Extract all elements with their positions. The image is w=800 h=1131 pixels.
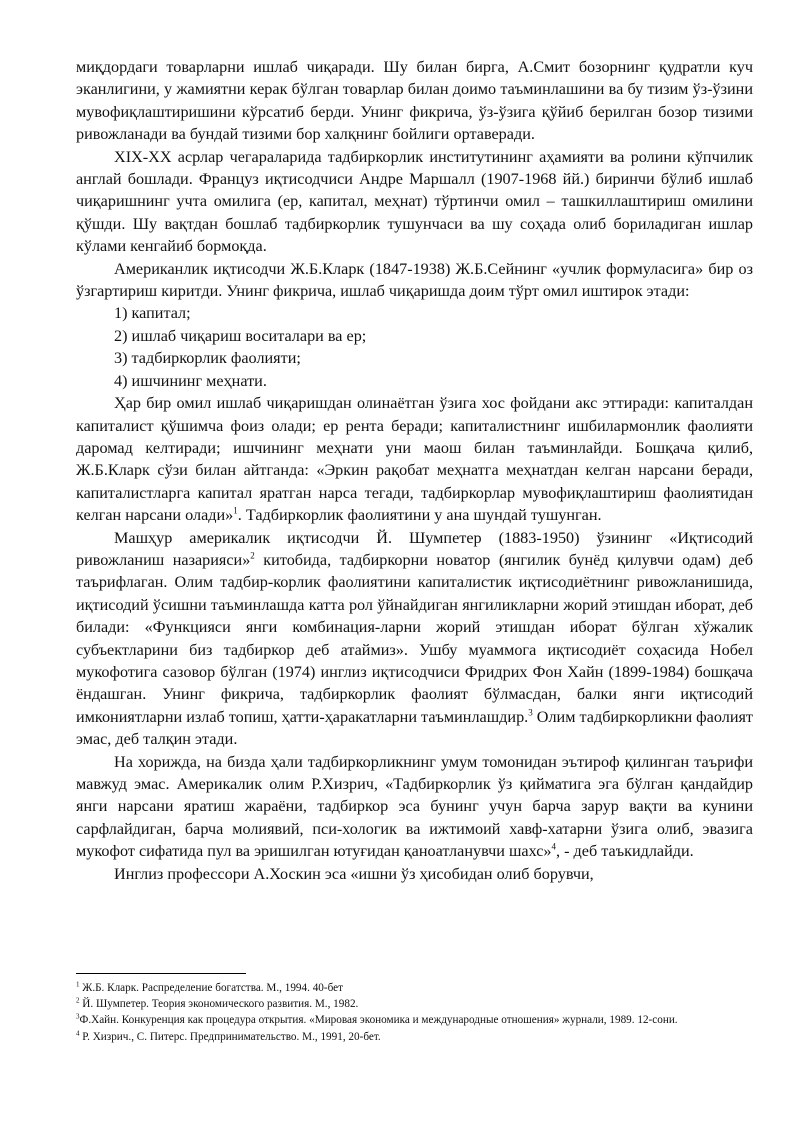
paragraph-5-part-a: Машҳур америкалик иқтисодчи Й. Шумпетер (1883-1950) ўзининг «Иқтисодий ривожланиш назарияси» bbox=[76, 528, 753, 569]
paragraph-6-part-a: На хорижда, на бизда ҳали тадбиркорликнинг умум томонидан эътироф қилинган таърифи мавжуд эмас. Америкалик олим Р.Хизрич, «Тадбиркорлик ўз қийматига эга бўлган қандайдир янги нарсани яратиш жараёни, тадбиркор эса бунинг учун барча зарур вақти ва кунини сарфлайдиган, барча молиявий, пси-хологик ва ижтимоий хавф-хатарни ўзига олиб, эвазига мукофот сифатида пул ва эришилган ютуғидан қаноатланувчи шахс» bbox=[76, 752, 753, 861]
paragraph-4-text: Ҳар бир омил ишлаб чиқаришдан олинаётган ўзига хос фойдани акс эттиради: капиталдан капиталист қўшимча фоиз олади; ер рента беради; капиталистнинг ишбилармонлик фаолияти даромад келтиради; ишчининг меҳнати уни маош билан таъминлайди. Бошқача қилиб, Ж.Б.Кларк сўзи билан айтганда: «Эркин рақобат меҳнатга меҳнатдан келган нарсани беради, капиталистларга капитал яратган нарса тегади, тадбиркорлар мувофиқлаштириш фаолиятидан келган нарсани олади» bbox=[76, 394, 753, 525]
paragraph-3: Американлик иқтисодчи Ж.Б.Кларк (1847-1938) Ж.Б.Сейнинг «учлик формуласига» бир оз ўзгартириш киритди. Унинг фикрича, ишлаб чиқаришда доим тўрт омил иштирок этади: bbox=[76, 259, 753, 301]
footnote-number: 4 bbox=[76, 1028, 80, 1037]
paragraph-6-part-b: , - деб таъкидлайди. bbox=[556, 842, 694, 861]
document-body bbox=[76, 56, 753, 885]
footnote-ref-4: 4 bbox=[551, 841, 557, 852]
paragraph-5-part-c: Олим тадбиркорликни фаолият эмас, деб талқин этади. bbox=[76, 707, 753, 749]
paragraph-5 bbox=[76, 527, 753, 751]
list-item-4: 4) ишчининг меҳнати. bbox=[114, 371, 267, 390]
footnotes bbox=[76, 980, 753, 1045]
paragraph-4 bbox=[76, 392, 753, 526]
footnote-2 bbox=[76, 996, 753, 1012]
paragraph-5-part-b: китобида, тадбиркорни новатор (янгилик бунёд қилувчи одам) деб таърифлаган. Олим тадбир-корлик фаолиятини капиталистик иқтисодиётнинг ривожланишида, иқтисодий ўсишни таъминлашда катта рол ўйнайдиган янгиликларни жорий этишдан иборат, деб билади: «Функцияси янги комбинация-ларни жорий этишдан иборат бўлган хўжалик субъектларини биз тадбиркор деб атаймиз». Ушбу муаммога иқтисодиёт соҳасида Нобел мукофотига сазовор бўлган (1974) инглиз иқтисодчиси Фридрих Фон Хайн (1899-1984) бошқача ёндашган. Унинг фикрича, тадбиркорлик фаолият бўлмасдан, балки янги иқтисодий имкониятларни излаб топиш, ҳатти-ҳаракатларни таъминлашдир. bbox=[76, 550, 753, 726]
footnote-3 bbox=[76, 1012, 753, 1028]
footnote-text: Ж.Б. Кларк. Распределение богатства. М., 1994. 40-бет bbox=[79, 982, 344, 994]
list-item-2: 2) ишлаб чиқариш воситалари ва ер; bbox=[114, 326, 367, 345]
footnote-1 bbox=[76, 980, 753, 996]
footnote-separator bbox=[76, 973, 246, 974]
paragraph-1: миқдордаги товарларни ишлаб чиқаради. Шу билан бирга, А.Смит бозорнинг қудратли куч эканлигини, у жамиятни керак бўлган товарлар билан доимо таъминлашини ва бу тизим ўз-ўзини мувофиқлаштиришини кўрсатиб берди. Унинг фикрича, ўз-ўзига қўйиб берилган бозор тизими ривожланади ва бундай тизими бор халқнинг бойлиги ортаверади. bbox=[76, 58, 753, 144]
list-item-1: 1) капитал; bbox=[114, 304, 191, 323]
footnote-ref-1: 1 bbox=[233, 505, 238, 516]
paragraph-2: XIX-XX асрлар чегараларида тадбиркорлик институтининг аҳамияти ва ролини кўпчилик англай бошлади. Француз иқтисодчиси Андре Маршалл (1907-1968 йй.) биринчи бўлиб ишлаб чиқаришнинг учта омилига (ер, капитал, меҳнат) тўртинчи омил – ташкиллаштириш омилини қўшди. Шу вақтдан бошлаб тадбиркорлик тушунчаси ва шу соҳада олиб бориладиган ишлар кўлами кенгайиб бормоқда. bbox=[76, 147, 753, 256]
paragraph-4-tail: . Тадбиркорлик фаолиятини у ана шундай тушунган. bbox=[237, 506, 602, 525]
list-item-3: 3) тадбиркорлик фаолияти; bbox=[114, 349, 301, 368]
paragraph-7: Инглиз профессори А.Хоскин эса «ишни ўз ҳисобидан олиб борувчи, bbox=[114, 864, 594, 883]
paragraph-6 bbox=[76, 751, 753, 863]
footnote-number: 3 bbox=[76, 1012, 80, 1021]
footnote-text: Й. Шумпетер. Теория экономического развития. М., 1982. bbox=[79, 998, 359, 1011]
footnote-number: 2 bbox=[76, 996, 80, 1005]
footnote-ref-3: 3 bbox=[528, 707, 533, 718]
footnote-number: 1 bbox=[76, 980, 80, 989]
footnote-text: Р. Хизрич., С. Питерс. Предпринимательство. М., 1991, 20-бет. bbox=[79, 1030, 381, 1043]
footnote-text: Ф.Хайн. Конкуренция как процедура открытия. «Мировая экономика и международные отношения» журнали, 1989. 12-сони. bbox=[79, 1014, 678, 1027]
footnote-4 bbox=[76, 1029, 753, 1045]
footnote-ref-2: 2 bbox=[250, 550, 255, 561]
